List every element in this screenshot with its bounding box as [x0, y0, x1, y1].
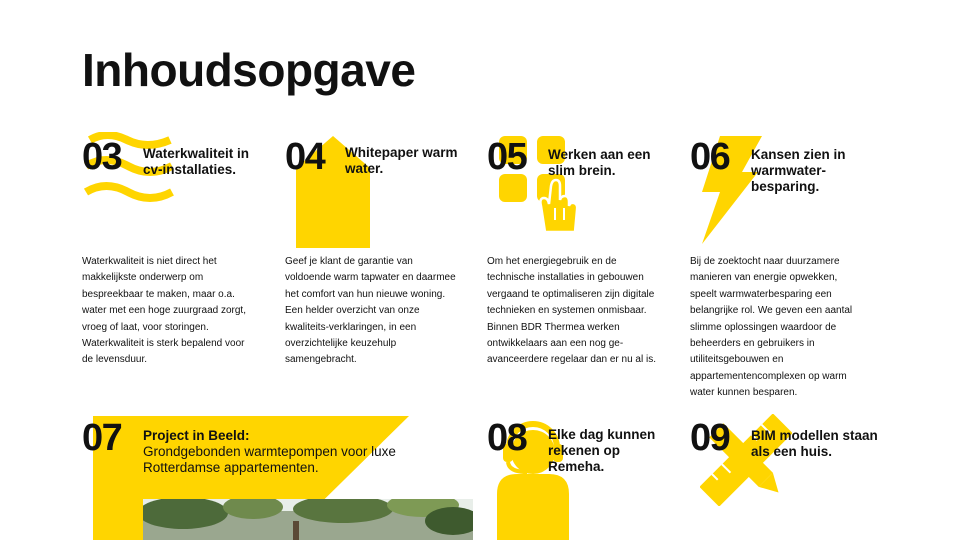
section-number: 05 — [487, 136, 527, 178]
section-number: 07 — [82, 417, 122, 459]
section-heading: Werken aan een slim brein. — [548, 147, 651, 178]
section-heading: BIM modellen staan als een huis. — [751, 428, 878, 459]
section-heading: Waterkwaliteit in cv-installaties. — [143, 146, 250, 177]
section-number: 06 — [690, 136, 730, 178]
section-body: Geef je klant de garantie van voldoende warm tapwater en daarmee het comfort van hun nieuwe woning. Een helder overzicht van onze kwaliteits-verklaringen, in een overzichtelijke keuzehulp samengebracht. — [285, 256, 456, 366]
section-heading: Project in Beeld: — [143, 428, 250, 443]
section-number: 04 — [285, 136, 325, 178]
section-heading: Whitepaper warm water. — [345, 145, 458, 176]
section-body: Waterkwaliteit is niet direct het makkelijkste onderwerp om bespreekbaar te maken, maar o.a. water met een hoge zuurgraad zorgt, vroeg of laat, voor storingen. Waterkwaliteit is sterk bepalend voor de levensduur. — [82, 256, 246, 366]
section-body: Bij de zoektocht naar duurzamere manieren van energie opwekken, speelt warmwaterbesparing een belangrijke rol. We geven een aantal slimme oplossingen waardoor de beheerders en gebruikers in utiliteitsgebouwen en appartementencomplexen op warm water kunnen besparen. — [690, 256, 853, 399]
section-heading: Elke dag kunnen rekenen op Remeha. — [548, 427, 656, 474]
section-subheading: Grondgebonden warmtepompen voor luxe Rotterdamse appartementen. — [143, 444, 396, 475]
section-number: 03 — [82, 136, 122, 178]
section-body: Om het energiegebruik en de technische installaties in gebouwen vergaand te optimaliseren zijn digitale technieken en systemen onmisbaar. Binnen BDR Thermea werken ontwikkelaars aan een nog ge- avanceerdere regelaar dan er nu al is. — [487, 256, 656, 366]
section-number: 09 — [690, 417, 730, 459]
project-photo — [143, 499, 473, 540]
section-number: 08 — [487, 417, 527, 459]
page-title: Inhoudsopgave — [82, 44, 416, 96]
section-heading: Kansen zien in warmwater- besparing. — [751, 147, 846, 194]
